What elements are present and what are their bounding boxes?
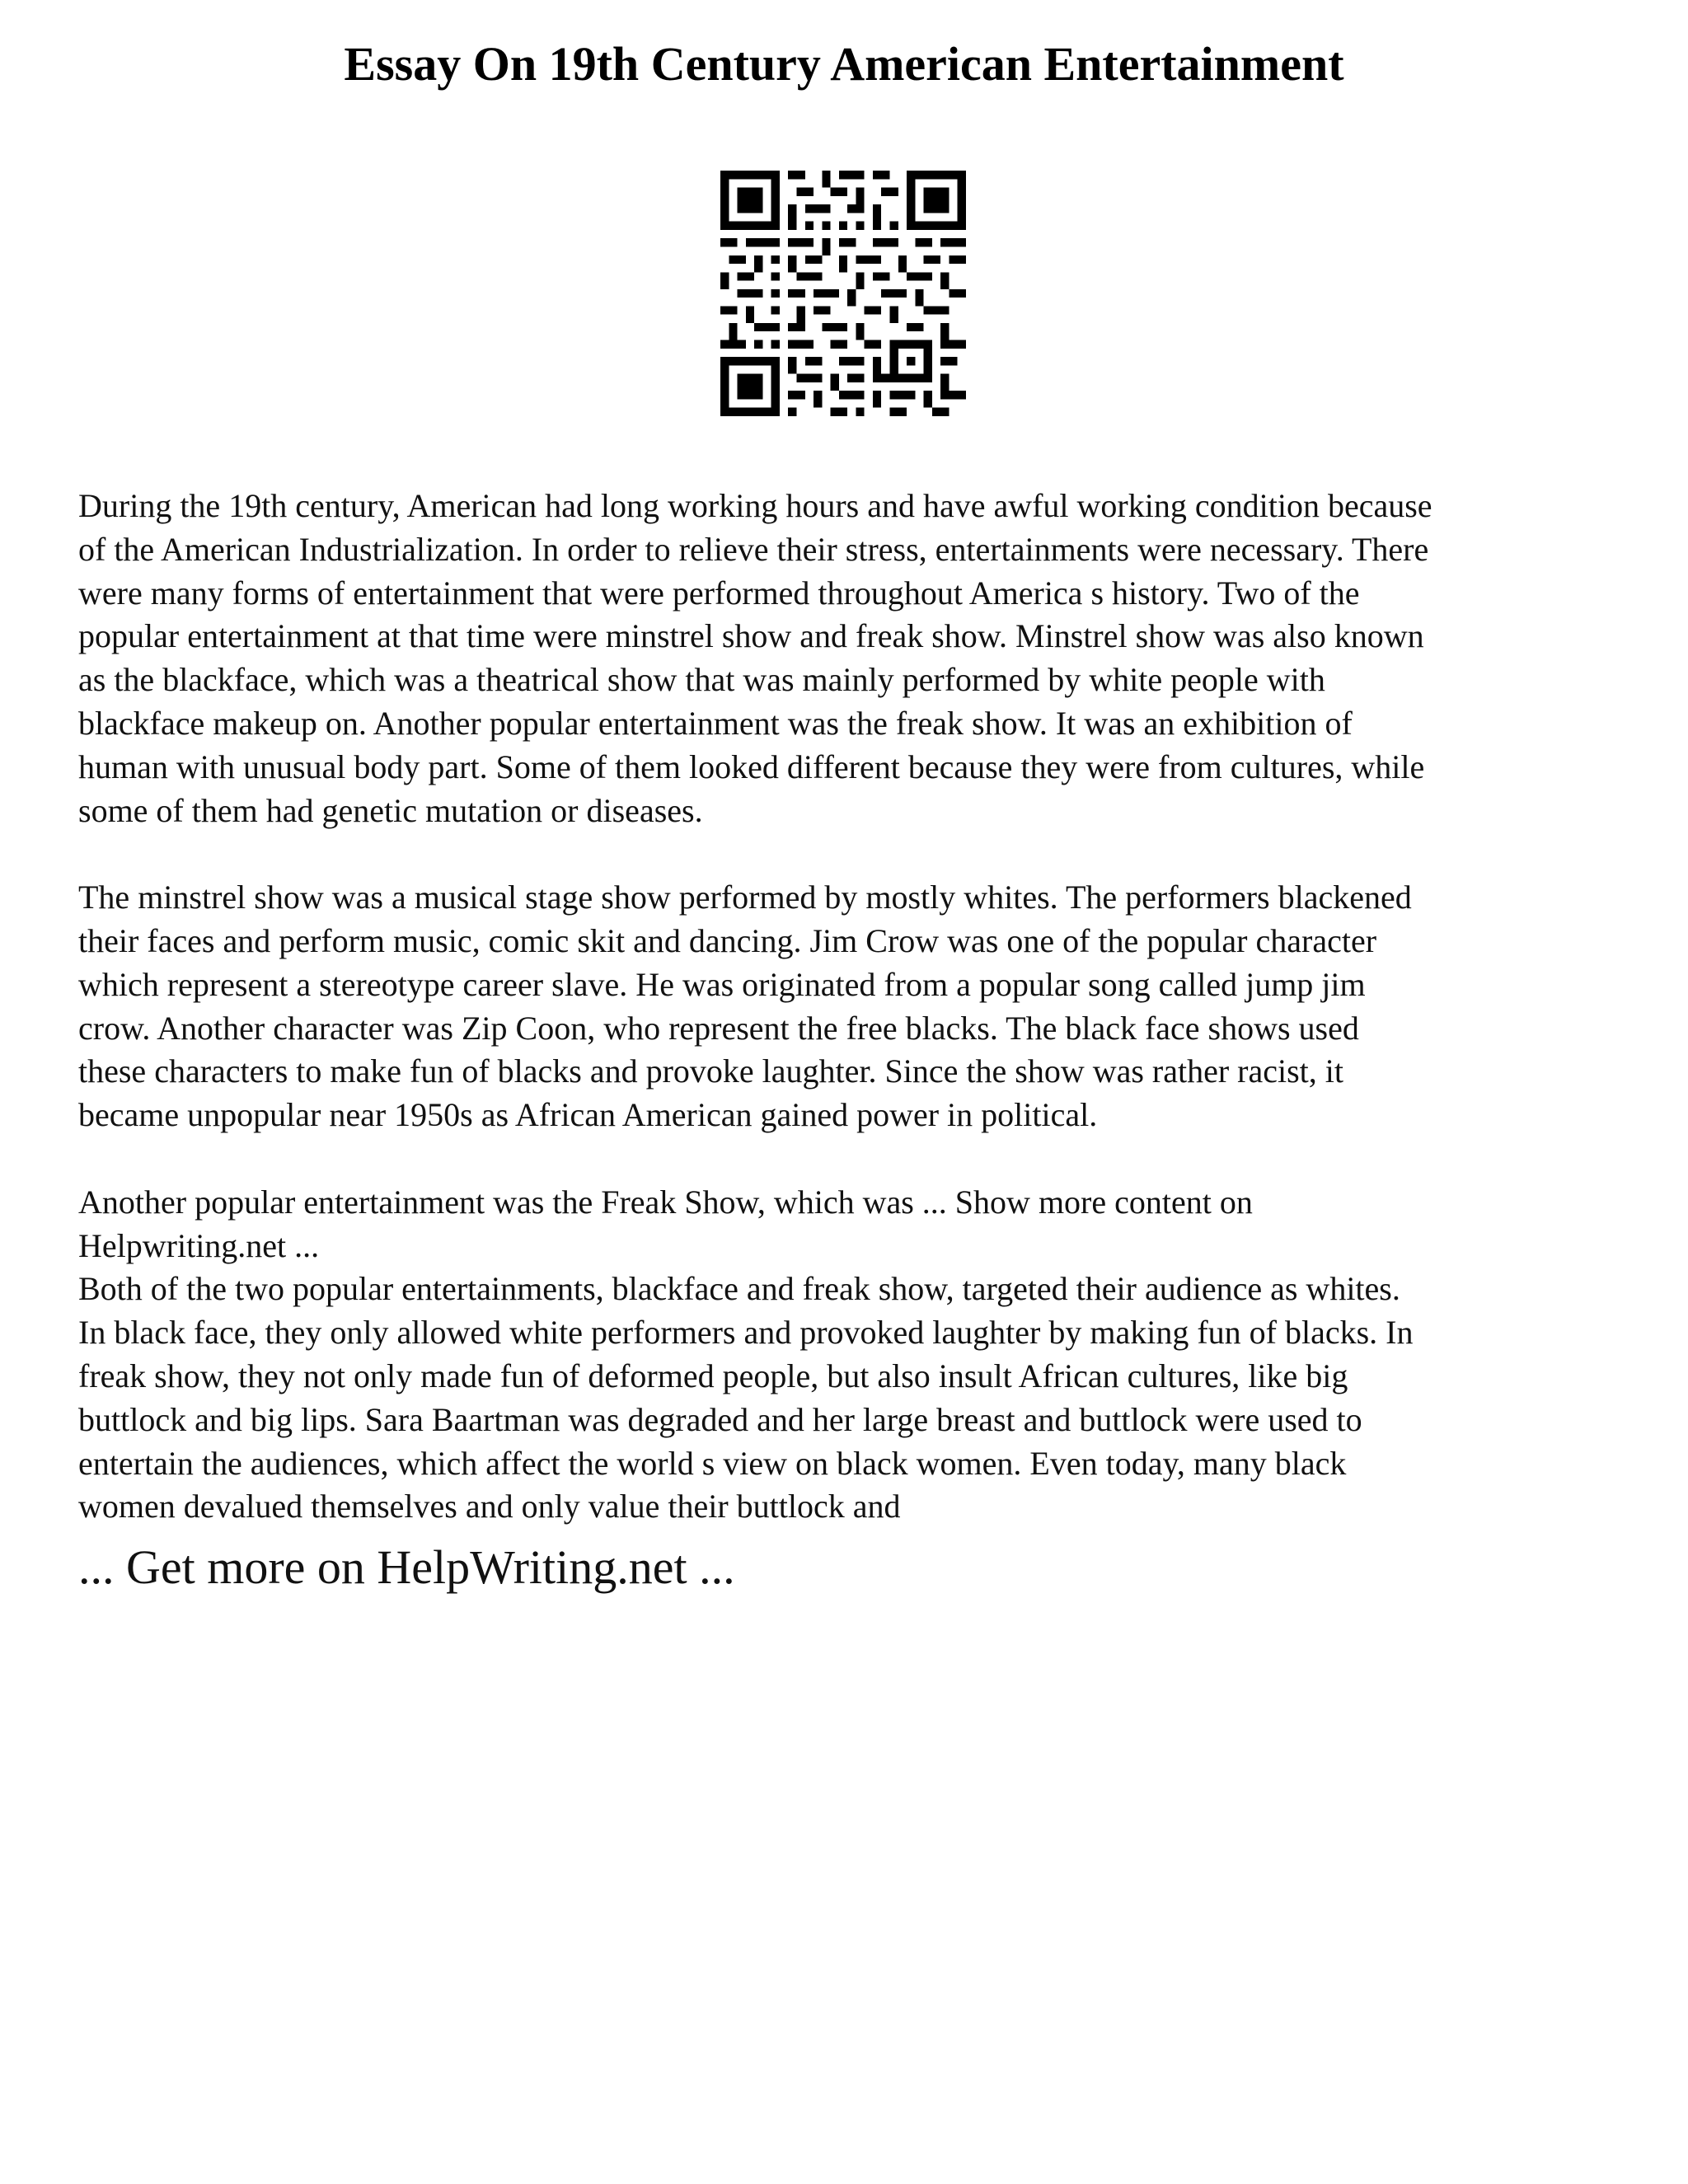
get-more-link[interactable]: ... Get more on HelpWriting.net ... [78,1540,735,1594]
essay-body [78,485,1620,1572]
paragraph: The minstrel show was a musical stage show performed by mostly whites. The performers blackened their faces and perform music, comic skit and dancing. Jim Crow was one of the popular character which represent a stereotype career slave. He was originated from a popular song called jump jim crow. Another character was Zip Coon, who represent the free blacks. The black face shows used these characters to make fun of blacks and provoke laughter. Since the show was rather racist, it became unpopular near 1950s as African American gained power in political. [78,879,1412,1134]
page-title: Essay On 19th Century American Entertainment [344,37,1344,91]
qr-code-icon [720,171,966,416]
paragraph: During the 19th century, American had long working hours and have awful working condition because of the American Industrialization. In order to relieve their stress, entertainments were necessary. There were many forms of entertainment that were performed throughout America s history. Two of the popular entertainment at that time were minstrel show and freak show. Minstrel show was also known as the blackface, which was a theatrical show that was mainly performed by white people with blackface makeup on. Another popular entertainment was the freak show. It was an exhibition of human with unusual body part. Some of them looked different because they were from cultures, while some of them had genetic mutation or diseases. [78,487,1432,829]
paragraph: Another popular entertainment was the Freak Show, which was ... Show more content on Helpwriting.net ... [78,1183,1253,1264]
paragraph: Both of the two popular entertainments, blackface and freak show, targeted their audience as whites. In black face, they only allowed white performers and provoked laughter by making fun of blacks. In freak show, they not only made fun of deformed people, but also insult African cultures, like big buttlock and big lips. Sara Baartman was degraded and her large breast and buttlock were used to entertain the audiences, which affect the world s view on black women. Even today, many black women devalued themselves and only value their buttlock and [78,1270,1414,1526]
